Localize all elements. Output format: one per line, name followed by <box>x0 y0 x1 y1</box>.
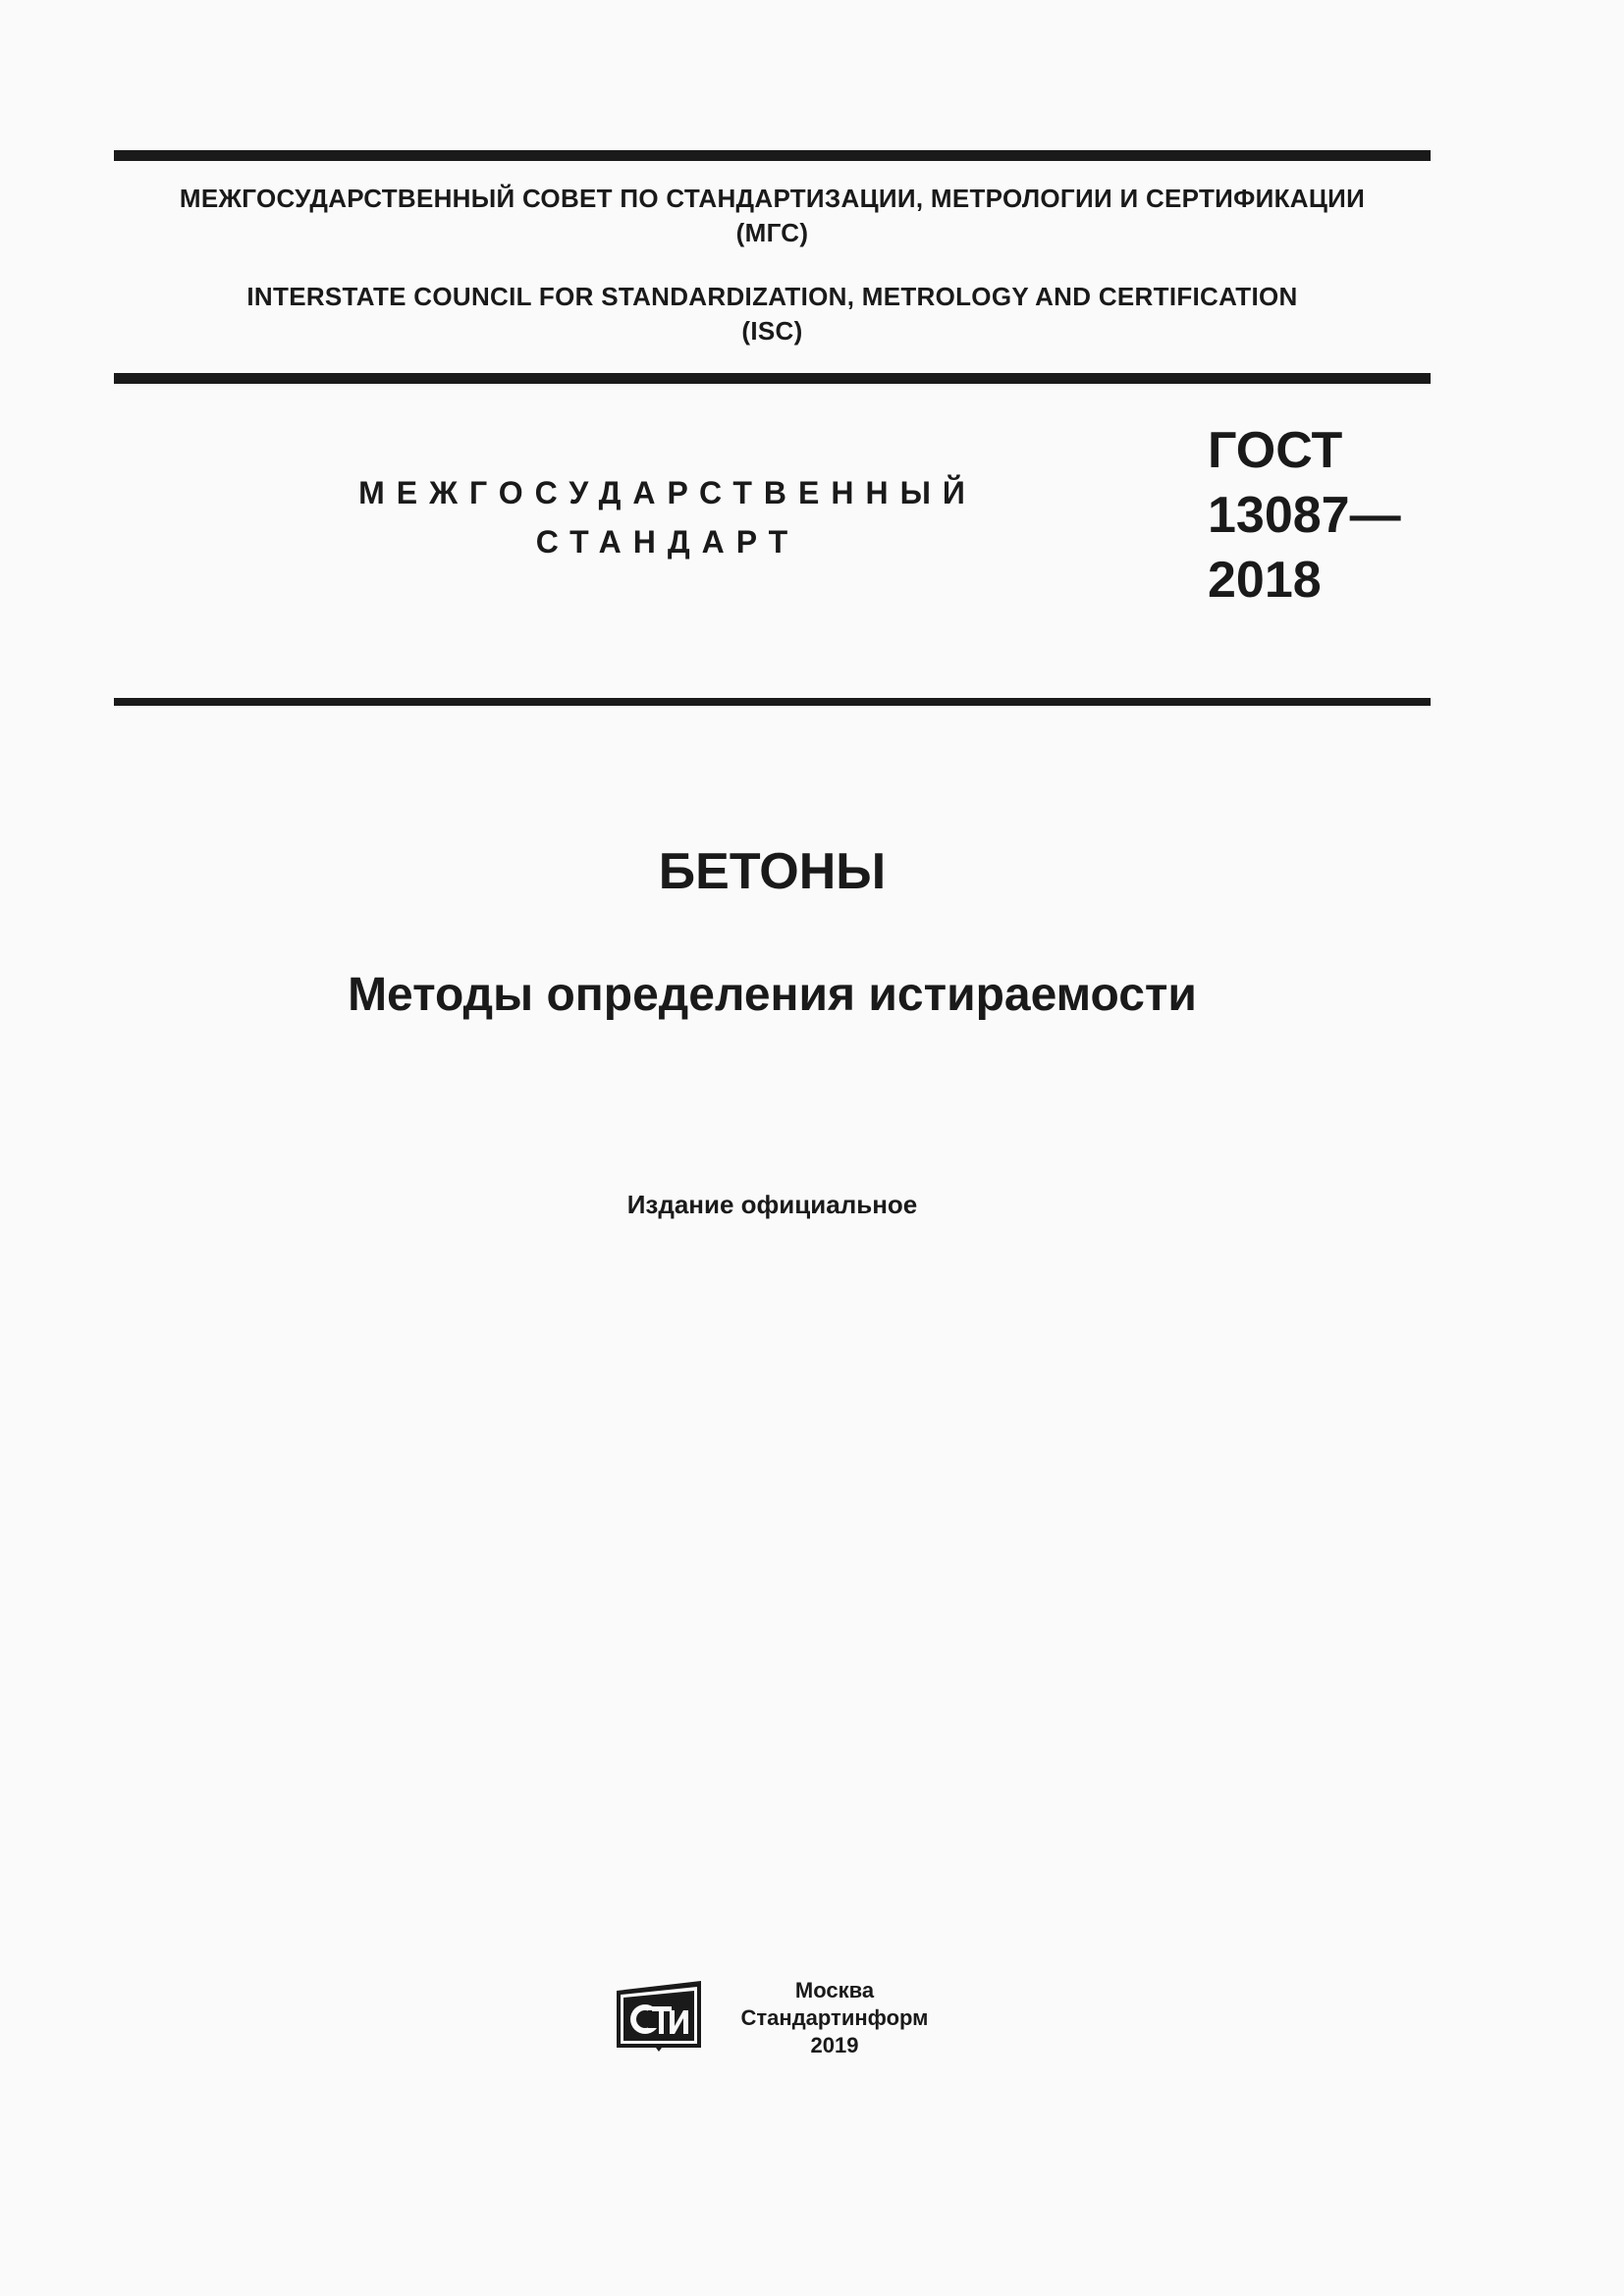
publisher-block <box>717 1977 952 2059</box>
middle-rule <box>114 373 1431 384</box>
council-ru-abbr: (МГС) <box>735 218 809 247</box>
publisher-name: Стандартинформ <box>740 2005 929 2030</box>
publisher-city: Москва <box>794 1978 875 2002</box>
council-en <box>114 280 1431 348</box>
standard-type-line1: МЕЖГОСУДАРСТВЕННЫЙ <box>358 475 977 510</box>
document-subtitle: Методы определения истираемости <box>348 969 1197 1021</box>
standartinform-logo-icon <box>613 1977 705 2056</box>
document-title: БЕТОНЫ <box>658 843 887 900</box>
publisher-year: 2019 <box>810 2033 859 2057</box>
gost-year: 2018 <box>1208 552 1322 609</box>
bottom-rule <box>114 698 1431 706</box>
council-en-abbr: (ISC) <box>741 316 803 346</box>
gost-label: ГОСТ <box>1208 422 1343 479</box>
edition-note: Издание официальное <box>626 1190 918 1219</box>
council-en-name: INTERSTATE COUNCIL FOR STANDARDIZATION, METROLOGY AND CERTIFICATION <box>246 282 1298 311</box>
standard-type-line2: СТАНДАРТ <box>535 524 800 560</box>
top-rule <box>114 150 1431 161</box>
council-ru <box>114 182 1431 250</box>
council-ru-name: МЕЖГОСУДАРСТВЕННЫЙ СОВЕТ ПО СТАНДАРТИЗАЦИИ, МЕТРОЛОГИИ И СЕРТИФИКАЦИИ <box>179 184 1366 213</box>
gost-number: 13087— <box>1208 487 1401 544</box>
gost-designation <box>1208 418 1401 613</box>
